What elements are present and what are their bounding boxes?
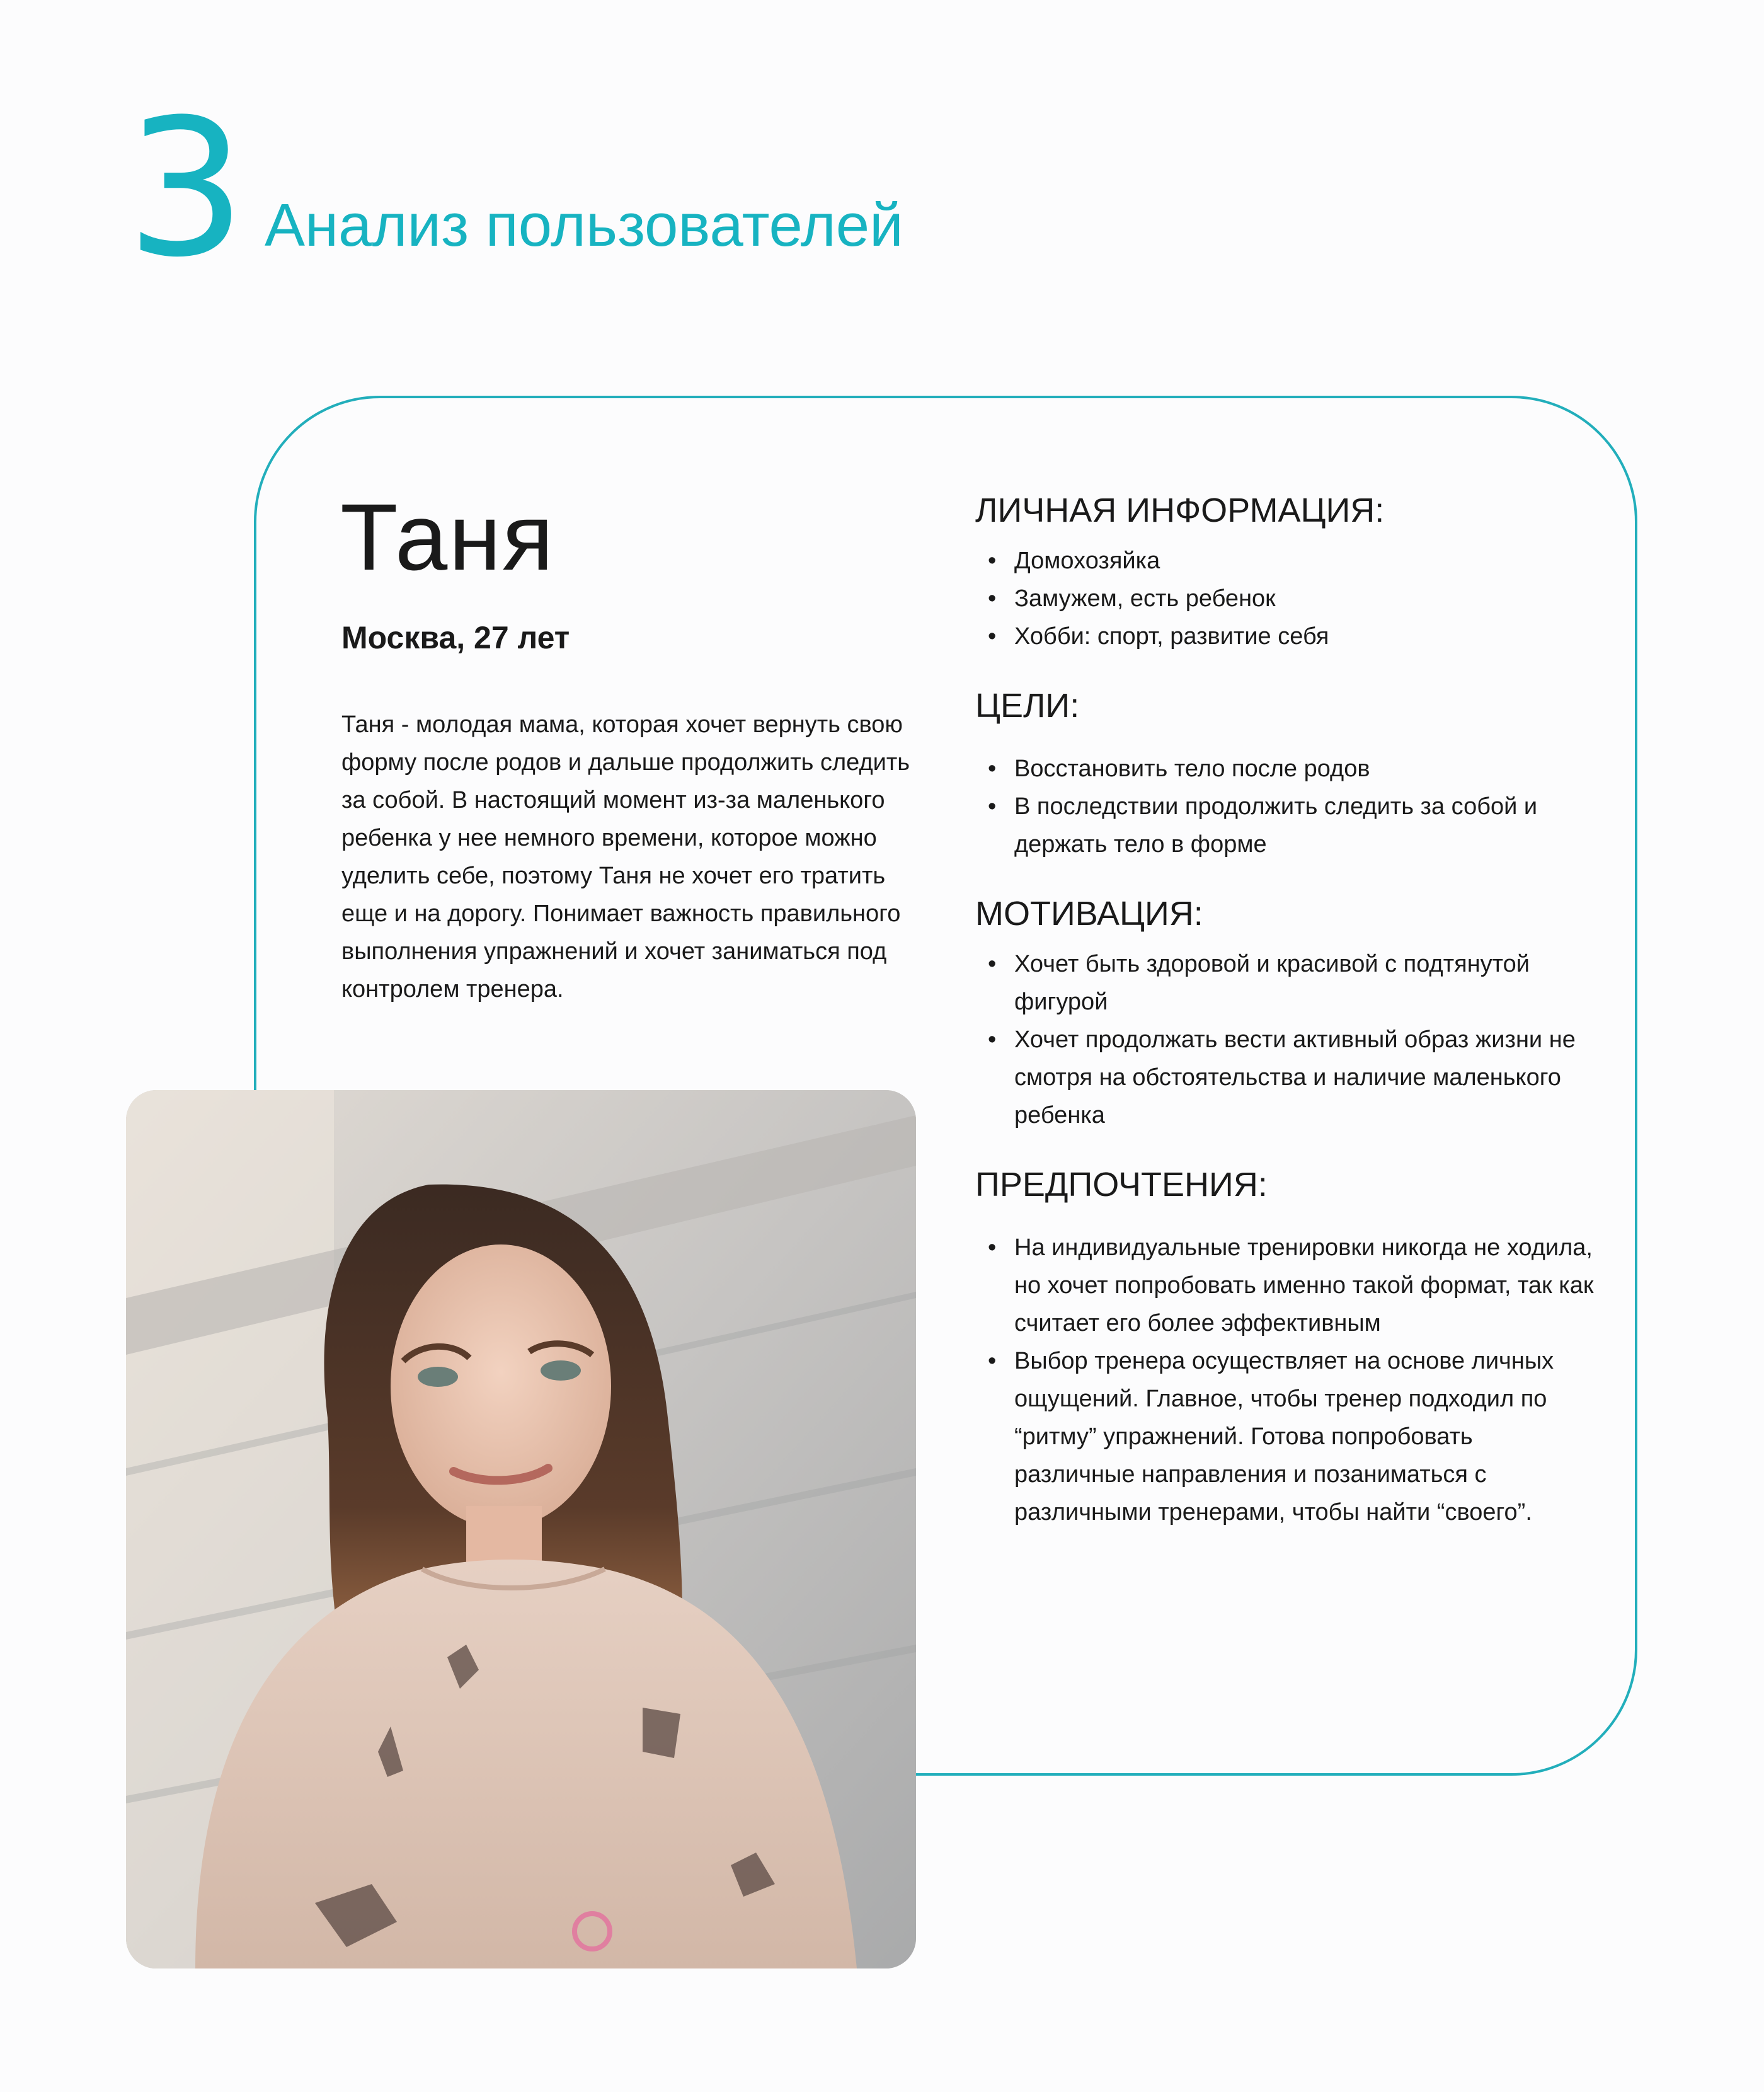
bullet-icon: • (988, 1348, 997, 1374)
section-number: 3 (126, 79, 246, 299)
list-item: • Восстановить тело после родов (975, 750, 1599, 788)
persona-bio: Таня - молодая мама, которая хочет вернуть свою форму после родов и дальше продолжить следить за собой. В настоящий момент из-за маленького ребенка у нее немного времени, которое можно уделить себе, поэтому Таня не хочет его тратить еще и на дорогу. Понимает важность правильного выполнения упражнений и хочет заниматься под контролем тренера. (341, 711, 910, 1003)
section-title-goals: ЦЕЛИ: (975, 687, 1080, 725)
list-item: • Замужем, есть ребенок (975, 580, 1599, 618)
section-title-motivation: МОТИВАЦИЯ: (975, 895, 1203, 933)
list-item: • Хобби: спорт, развитие себя (975, 618, 1599, 655)
section-title: Анализ пользователей (265, 192, 903, 259)
list-item: • Домохозяйка (975, 542, 1599, 580)
bullet-icon: • (988, 756, 997, 782)
list-item: • Хочет продолжать вести активный образ жизни не смотря на обстоятельства и наличие маленького ребенка (975, 1021, 1599, 1134)
list-item: • На индивидуальные тренировки никогда не ходила, но хочет попробовать именно такой формат, так как считает его более эффективным (975, 1229, 1599, 1342)
bullet-icon: • (988, 548, 997, 574)
list-item: • В последствии продолжить следить за собой и держать тело в форме (975, 788, 1599, 863)
persona-name: Таня (340, 484, 555, 590)
list-item: • Выбор тренера осуществляет на основе личных ощущений. Главное, чтобы тренер подходил по “ритму” упражнений. Готова попробовать различные направления и позаниматься с различными тренерами, чтобы найти “своего”. (975, 1342, 1599, 1531)
info-column (975, 485, 1599, 1531)
bullet-icon: • (988, 951, 997, 977)
section-goals (975, 681, 1599, 863)
section-motivation (975, 888, 1599, 1134)
bullet-icon: • (988, 585, 997, 612)
section-title-preferences: ПРЕДПОЧТЕНИЯ: (975, 1166, 1268, 1204)
persona-location-age: Москва, 27 лет (341, 620, 570, 655)
bullet-icon: • (988, 1026, 997, 1053)
list-item: • Хочет быть здоровой и красивой с подтянутой фигурой (975, 945, 1599, 1021)
section-personal-info (975, 485, 1599, 655)
persona-photo (126, 1090, 916, 1968)
bullet-icon: • (988, 623, 997, 650)
section-title-personal-info: ЛИЧНАЯ ИНФОРМАЦИЯ: (975, 491, 1385, 529)
section-preferences (975, 1159, 1599, 1531)
bullet-icon: • (988, 793, 997, 820)
bullet-icon: • (988, 1234, 997, 1261)
